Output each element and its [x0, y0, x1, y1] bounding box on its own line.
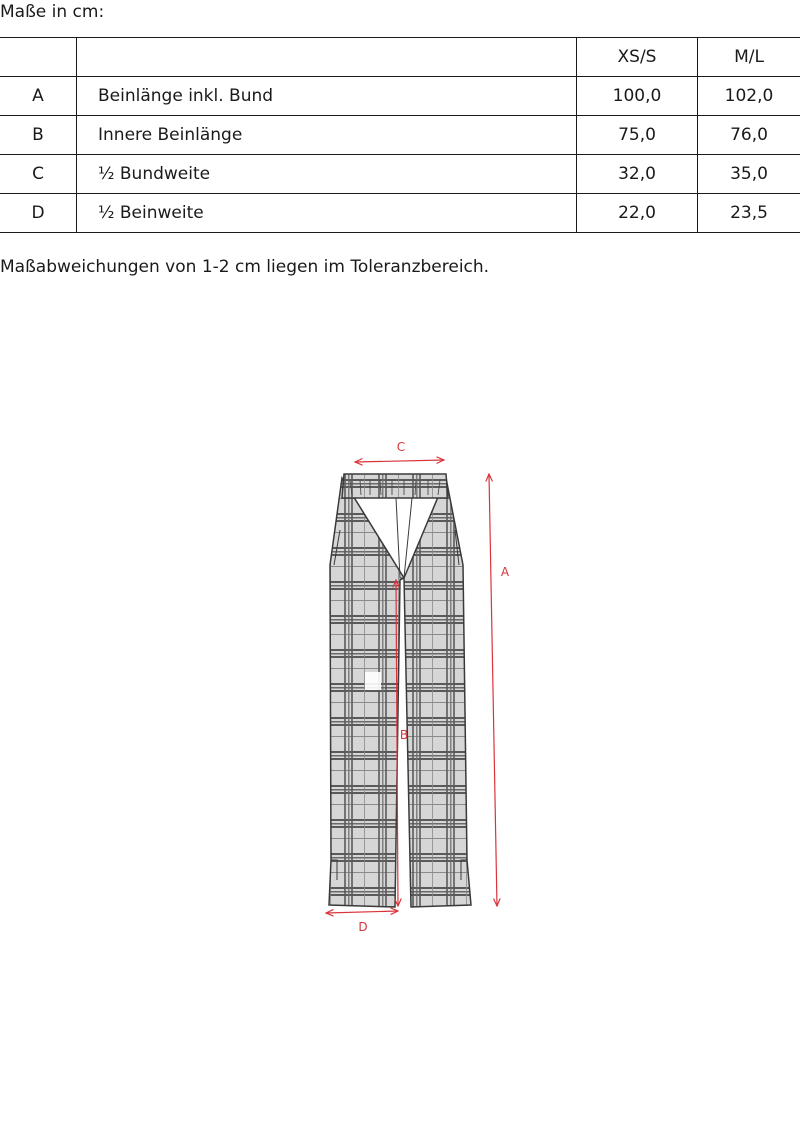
- left-leg: [329, 478, 404, 907]
- row-value-xs-s: 100,0: [577, 77, 698, 116]
- trousers-sketch: [329, 474, 471, 907]
- measure-line-a: [489, 474, 497, 906]
- row-code: C: [0, 155, 77, 194]
- row-value-xs-s: 75,0: [577, 116, 698, 155]
- header-cell-code: [0, 38, 77, 77]
- row-value-xs-s: 22,0: [577, 194, 698, 233]
- waistband: [342, 474, 448, 498]
- measure-line-c: [355, 460, 444, 462]
- header-cell-xs-s: XS/S: [577, 38, 698, 77]
- row-label: ½ Beinweite: [77, 194, 577, 233]
- row-label: Beinlänge inkl. Bund: [77, 77, 577, 116]
- measure-label-b: B: [399, 728, 409, 742]
- measure-line-d: [326, 911, 398, 913]
- table-row: [0, 77, 800, 116]
- row-value-m-l: 102,0: [698, 77, 800, 116]
- size-table: [0, 37, 800, 233]
- label-patch: [365, 672, 381, 690]
- tolerance-note: Maßabweichungen von 1-2 cm liegen im Toleranzbereich.: [0, 257, 490, 277]
- measure-label-d: D: [358, 920, 368, 934]
- page-heading: Maße in cm:: [0, 2, 105, 22]
- right-leg: [404, 478, 471, 907]
- row-label: Innere Beinlänge: [77, 116, 577, 155]
- table-header-row: [0, 38, 800, 77]
- measure-label-c: C: [396, 440, 406, 454]
- row-code: D: [0, 194, 77, 233]
- table-row: [0, 194, 800, 233]
- row-label: ½ Bundweite: [77, 155, 577, 194]
- row-code: B: [0, 116, 77, 155]
- row-value-m-l: 76,0: [698, 116, 800, 155]
- table-row: [0, 116, 800, 155]
- row-value-m-l: 35,0: [698, 155, 800, 194]
- header-cell-label: [77, 38, 577, 77]
- row-value-xs-s: 32,0: [577, 155, 698, 194]
- table-row: [0, 155, 800, 194]
- row-value-m-l: 23,5: [698, 194, 800, 233]
- trousers-measurement-diagram: [300, 430, 540, 950]
- measure-label-a: A: [500, 565, 510, 579]
- header-cell-m-l: M/L: [698, 38, 800, 77]
- row-code: A: [0, 77, 77, 116]
